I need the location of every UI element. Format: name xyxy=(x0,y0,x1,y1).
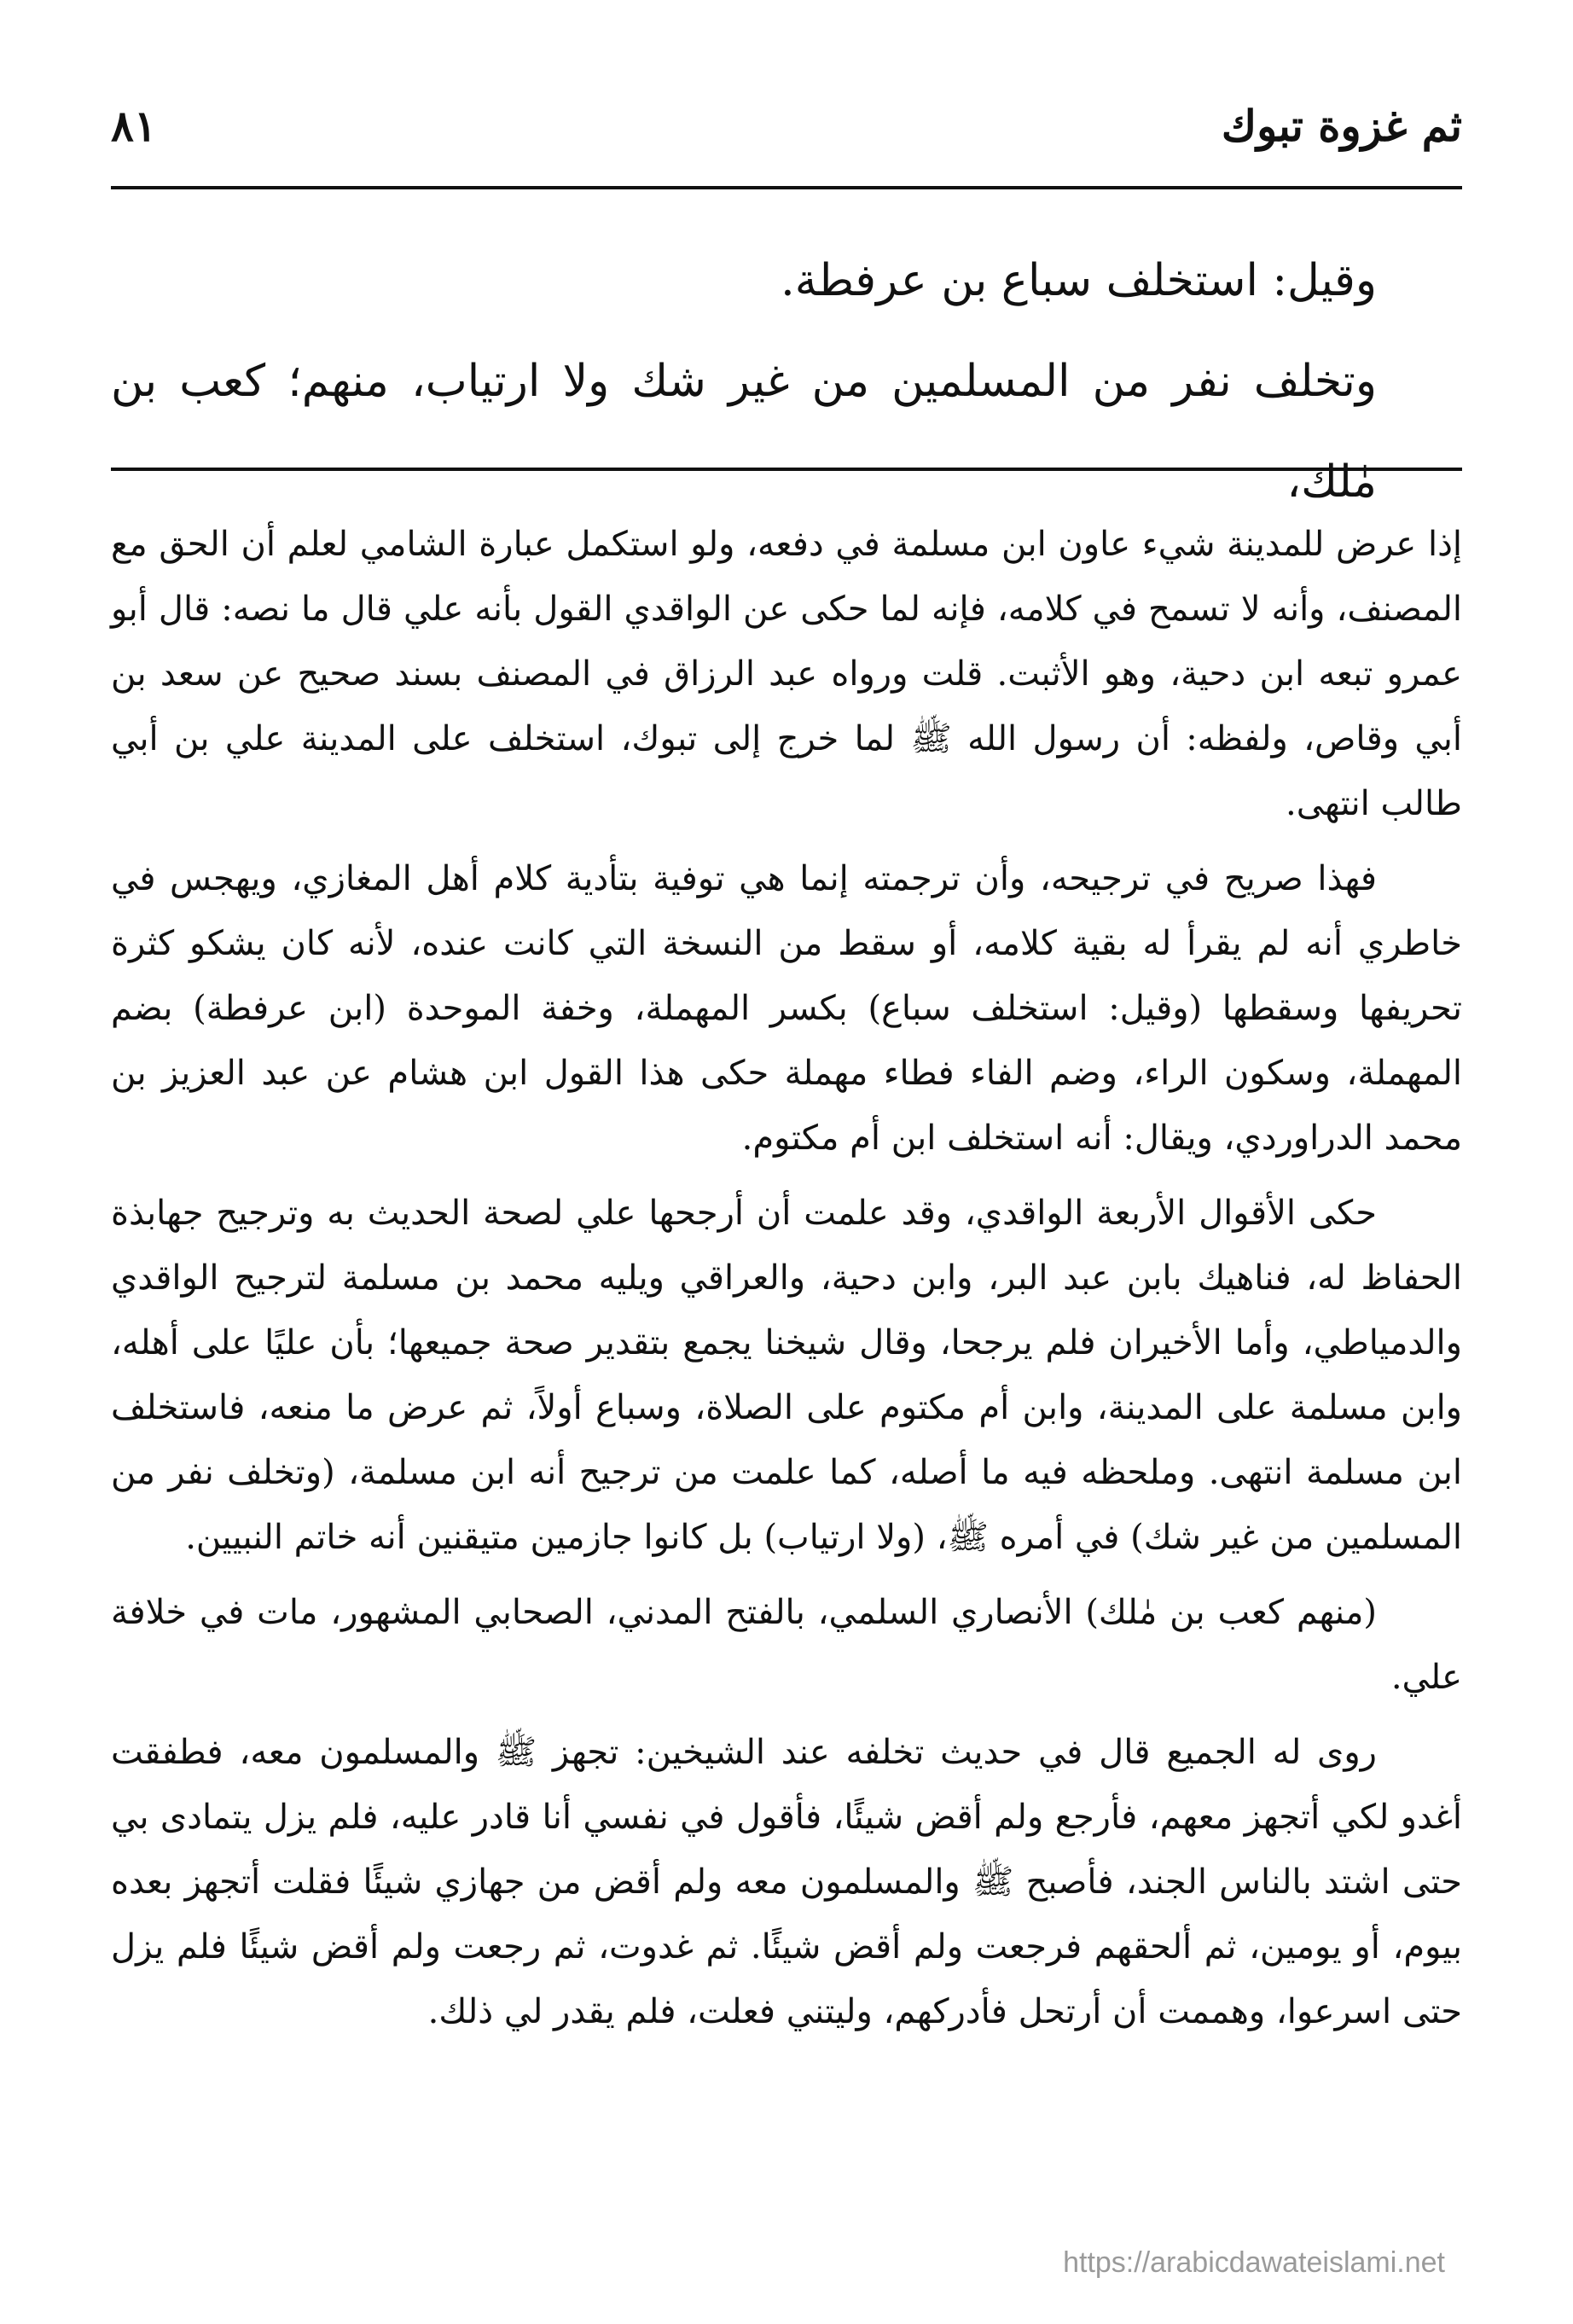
main-text xyxy=(111,230,1377,532)
main-text-line: وتخلف نفر من المسلمين من غير شك ولا ارتياب، منهم؛ كعب بن مٰلك، xyxy=(111,356,1377,508)
commentary-paragraph: فهذا صريح في ترجيحه، وأن ترجمته إنما هي توفية بتأدية كلام أهل المغازي، ويهجس في خاطري أنه لم يقرأ له بقية كلامه، أو سقط من النسخة التي كانت عنده، لأنه كان يشكو كثرة تحريفها وسقطها (وقيل: استخلف سباع) بكسر المهملة، وخفة الموحدة (ابن عرفطة) بضم المهملة، وسكون الراء، وضم الفاء فطاء مهملة حكى هذا القول ابن هشام عن عبد العزيز بن محمد الدراوردي، ويقال: أنه استخلف ابن أم مكتوم. xyxy=(111,859,1462,1158)
header-divider xyxy=(111,186,1462,189)
main-text-line: وقيل: استخلف سباع بن عرفطة. xyxy=(781,255,1377,306)
page-header xyxy=(111,92,1462,169)
commentary-paragraph: (منهم كعب بن مٰلك) الأنصاري السلمي، بالفتح المدني، الصحابي المشهور، مات في خلافة علي. xyxy=(111,1593,1462,1697)
watermark-url: https://arabicdawateislami.net xyxy=(1063,2246,1445,2279)
commentary-paragraph: روى له الجميع قال في حديث تخلفه عند الشيخين: تجهز ﷺ والمسلمون معه، فطفقت أغدو لكي أتجهز معهم، فأرجع ولم أقض شيئًا، فأقول في نفسي أنا قادر عليه، فلم يزل يتمادى بي حتى اشتد بالناس الجند، فأصبح ﷺ والمسلمون معه ولم أقض من جهازي شيئًا فقلت أتجهز بعده بيوم، أو يومين، ثم ألحقهم فرجعت ولم أقض شيئًا. ثم غدوت، ثم رجعت ولم أقض شيئًا فلم يزل حتى اسرعوا، وهممت أن أرتحل فأدركهم، وليتني فعلت، فلم يقدر لي ذلك. xyxy=(111,1733,1462,2031)
commentary-paragraph: إذا عرض للمدينة شيء عاون ابن مسلمة في دفعه، ولو استكمل عبارة الشامي لعلم أن الحق مع المصنف، وأنه لا تسمح في كلامه، فإنه لما حكى عن الواقدي القول بأنه علي قال ما نصه: قال أبو عمرو تبعه ابن دحية، وهو الأثبت. قلت ورواه عبد الرزاق في المصنف بسند صحيح عن سعد بن أبي وقاص، ولفظه: أن رسول الله ﷺ لما خرج إلى تبوك، استخلف على المدينة علي بن أبي طالب انتهى. xyxy=(111,525,1462,823)
page-number: ٨١ xyxy=(111,101,157,151)
running-title: ثم غزوة تبوك xyxy=(1221,101,1462,151)
main-text-divider xyxy=(111,468,1462,471)
commentary-text xyxy=(111,512,1462,2054)
commentary-paragraph: حكى الأقوال الأربعة الواقدي، وقد علمت أن أرجحها علي لصحة الحديث به وترجيح جهابذة الحفاظ له، فناهيك بابن عبد البر، وابن دحية، والعراقي ويليه محمد بن مسلمة لترجيح الواقدي والدمياطي، وأما الأخيران فلم يرجحا، وقال شيخنا يجمع بتقدير صحة جميعها؛ بأن عليًا على أهله، وابن مسلمة على المدينة، وابن أم مكتوم على الصلاة، وسباع أولاً، ثم عرض ما منعه، فاستخلف ابن مسلمة انتهى. وملحظه فيه ما أصله، كما علمت من ترجيح أنه ابن مسلمة، (وتخلف نفر من المسلمين من غير شك) في أمره ﷺ، (ولا ارتياب) بل كانوا جازمين متيقنين أنه خاتم النبيين. xyxy=(111,1194,1462,1557)
